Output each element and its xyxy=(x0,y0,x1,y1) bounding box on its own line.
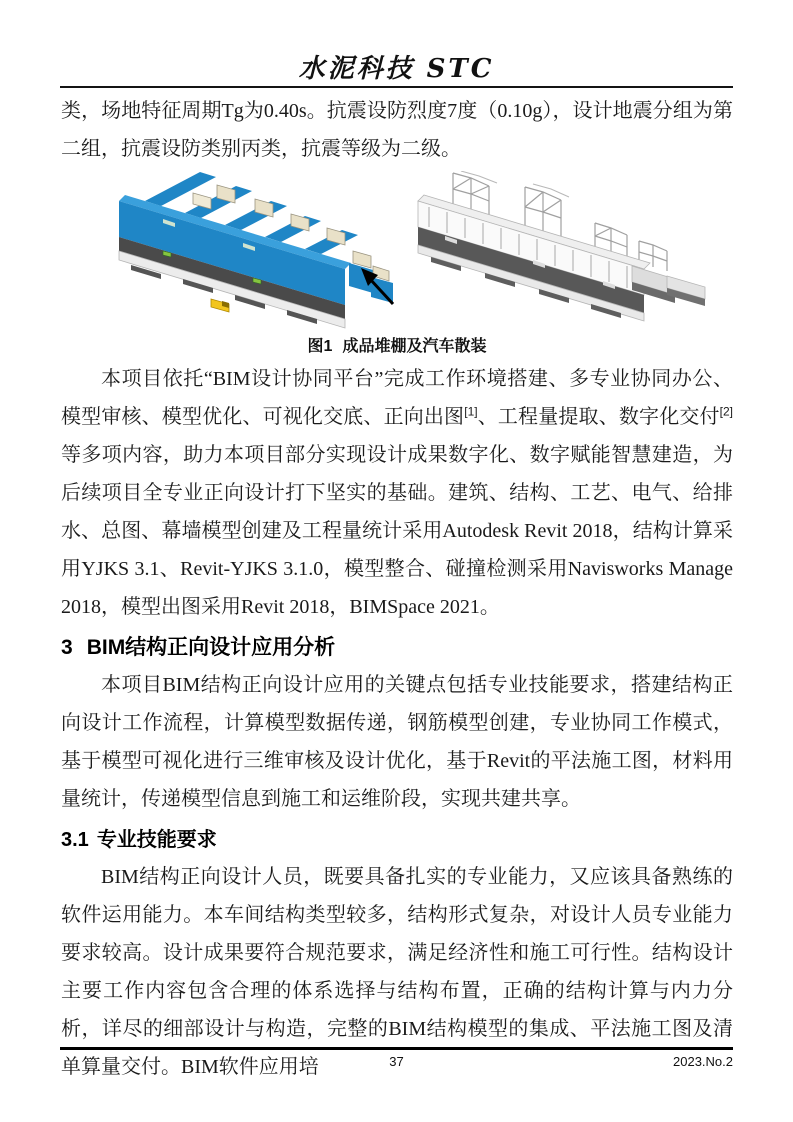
section-title: 专业技能要求 xyxy=(96,829,217,851)
paragraph-text: 等多项内容，助力本项目部分实现设计成果数字化、数字赋能智慧建造，为后续项目全专业正向设计打下坚实的基础。建筑、结构、工艺、电气、给排水、总图、幕墙模型创建及工程量统计采用Autodesk Revit 2018，结构计算采用YJKS 3.1、Revit-YJKS 3.1.0，模型整合、碰撞检测采用Navisworks Manage 2018，模型出图采用Revit 2018，BIMSpace 2021。 xyxy=(61,444,733,618)
paragraph-section-3: 本项目BIM结构正向设计应用的关键点包括专业技能要求，搭建结构正向设计工作流程，计算模型数据传递，钢筋模型创建，专业协同工作模式，基于模型可视化进行三维审核及设计优化，基于Revit的平法施工图，材料用量统计，传递模型信息到施工和运维阶段，实现共建共享。 xyxy=(61,674,733,810)
paragraph-section-3-1: BIM结构正向设计人员，既要具备扎实的专业能力，又应该具备熟练的软件运用能力。本车间结构类型较多，结构形式复杂，对设计人员专业能力要求较高。设计成果要符合规范要求，满足经济性和施工可行性。结构设计主要工作内容包含合理的体系选择与结构布置，正确的结构计算与内力分析，详尽的细部设计与构造，完整的BIM结构模型的集成、平法施工图及清单算量交付。BIM软件应用培 xyxy=(61,866,733,1078)
paragraph-bim-platform xyxy=(61,360,733,626)
page-content xyxy=(61,92,733,1086)
section-number: 3.1 xyxy=(61,829,89,851)
figure-caption-label: 图1 xyxy=(307,338,333,355)
section-heading-3 xyxy=(61,632,733,664)
intro-paragraph: 类，场地特征周期Tg为0.40s。抗震设防烈度7度（0.10g），设计地震分组为第二组，抗震设防类别丙类，抗震等级为二级。 xyxy=(61,100,733,160)
page-number: 37 xyxy=(389,1054,404,1069)
citation-ref-2: [2] xyxy=(719,404,734,419)
paragraph-text: 本项目依托“BIM设计协同平台”完成工作环境搭建、多专业协同办公、模型审核、模型优化、可视化交底、正向出图 xyxy=(61,368,733,428)
figure-1 xyxy=(61,171,733,358)
header-divider xyxy=(60,86,733,88)
section-title: BIM结构正向设计应用分析 xyxy=(86,636,336,659)
citation-ref-1: [1] xyxy=(464,404,478,419)
paragraph-text: 、工程量提取、数字化交付 xyxy=(477,406,720,428)
journal-title: 水泥科技 STC xyxy=(298,54,495,84)
bim-models-figure xyxy=(105,171,720,333)
figure-caption-text: 成品堆棚及汽车散装 xyxy=(342,338,487,355)
issue-number: 2023.No.2 xyxy=(673,1054,733,1069)
truck xyxy=(211,299,229,312)
section-number: 3 xyxy=(61,636,73,659)
bim-wireframe-model xyxy=(418,171,705,321)
page-footer xyxy=(60,1047,733,1074)
bim-rendered-model xyxy=(119,172,393,328)
section-heading-3-1 xyxy=(61,824,733,856)
figure-caption xyxy=(61,336,733,358)
